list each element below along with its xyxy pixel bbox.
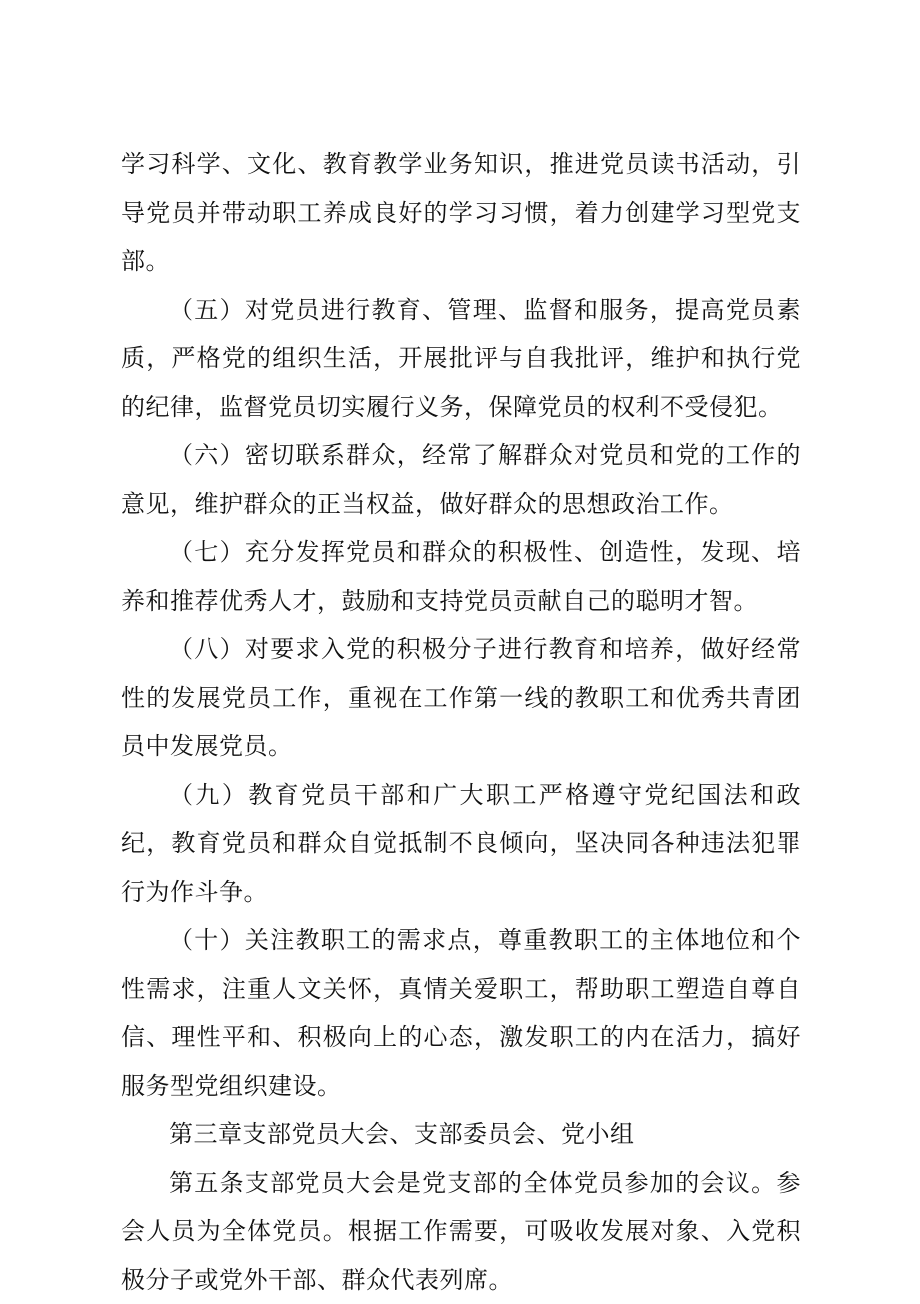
paragraph-item-9: （九）教育党员干部和广大职工严格遵守党纪国法和政纪，教育党员和群众自觉抵制不良倾向，坚决同各种违法犯罪行为作斗争。 (121, 771, 801, 917)
paragraph-item-6: （六）密切联系群众，经常了解群众对党员和党的工作的意见，维护群众的正当权益，做好群众的思想政治工作。 (121, 431, 801, 528)
paragraph-item-10: （十）关注教职工的需求点，尊重教职工的主体地位和个性需求，注重人文关怀，真情关爱职工，帮助职工塑造自尊自信、理性平和、积极向上的心态，激发职工的内在活力，搞好服务型党组织建设。 (121, 916, 801, 1110)
paragraph-continuation: 学习科学、文化、教育教学业务知识，推进党员读书活动，引导党员并带动职工养成良好的学习习惯，着力创建学习型党支部。 (121, 140, 801, 286)
paragraph-item-8: （八）对要求入党的积极分子进行教育和培养，做好经常性的发展党员工作，重视在工作第一线的教职工和优秀共青团员中发展党员。 (121, 625, 801, 771)
paragraph-article-5: 第五条支部党员大会是党支部的全体党员参加的会议。参会人员为全体党员。根据工作需要，可吸收发展对象、入党积极分子或党外干部、群众代表列席。 (121, 1159, 801, 1304)
document-body (121, 140, 801, 1304)
paragraph-item-5: （五）对党员进行教育、管理、监督和服务，提高党员素质，严格党的组织生活，开展批评与自我批评，维护和执行党的纪律，监督党员切实履行义务，保障党员的权利不受侵犯。 (121, 286, 801, 432)
chapter-heading: 第三章支部党员大会、支部委员会、党小组 (121, 1110, 801, 1159)
paragraph-item-7: （七）充分发挥党员和群众的积极性、创造性，发现、培养和推荐优秀人才，鼓励和支持党员贡献自己的聪明才智。 (121, 528, 801, 625)
